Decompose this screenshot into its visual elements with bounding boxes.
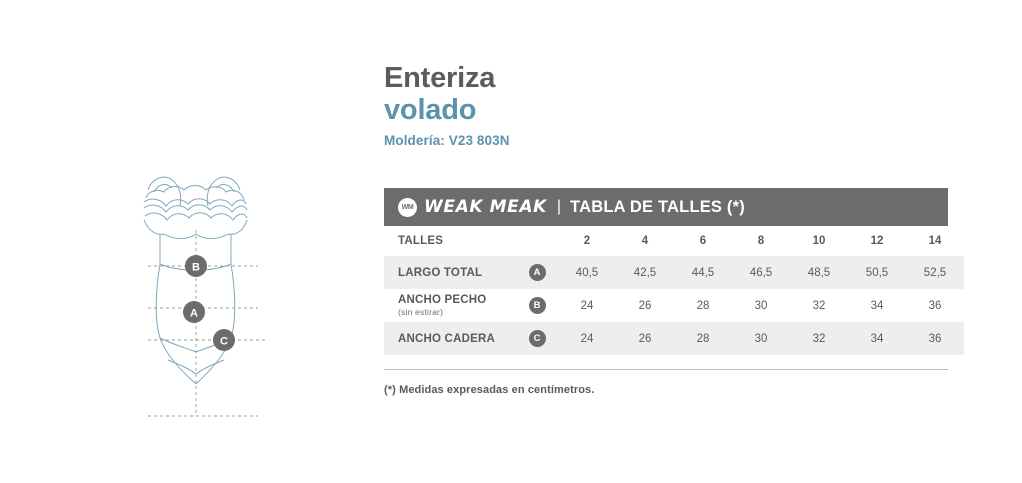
row-label-text: ANCHO PECHO [398,294,487,306]
column-header-size-0: 2 [583,235,591,247]
cell-ancho-cadera-8: 30 [732,322,790,355]
cell-largo-total-8: 46,5 [732,256,790,289]
cell-ancho-cadera-12: 34 [848,322,906,355]
row-label-ancho-cadera: ANCHO CADERA [384,322,516,355]
size-table-body [384,256,964,355]
cell-ancho-cadera-2: 24 [558,322,616,355]
cell-ancho-cadera-10: 32 [790,322,848,355]
column-header-size-5: 12 [870,235,884,247]
column-header-marker [516,226,558,256]
row-marker-c [516,322,558,355]
illustration-marker-b: B [192,261,200,274]
row-label-ancho-pecho [384,289,516,322]
table-header-bar [384,188,948,226]
cell-largo-total-10: 48,5 [790,256,848,289]
brand-name: WEAK MEAK [424,197,547,217]
cell-largo-total-6: 44,5 [674,256,732,289]
page-subtitle: volado [384,94,477,127]
row-marker-a [516,256,558,289]
cell-ancho-pecho-8: 30 [754,299,768,312]
size-table-head [384,226,964,256]
cell-ancho-pecho-4: 26 [638,299,652,312]
pattern-code: Moldería: V23 803N [384,132,510,148]
row-marker-b [516,289,558,322]
size-table [384,226,964,355]
garment-illustration [108,168,308,428]
illustration-marker-c: C [220,335,228,348]
column-header-size-6: 14 [928,235,942,247]
brand-logo-icon: WM [398,198,417,217]
cell-largo-total-2: 40,5 [558,256,616,289]
header-separator: | [556,198,562,215]
table-header-row [384,226,964,256]
column-header-size-2: 6 [699,235,707,247]
cell-ancho-cadera-14: 36 [906,322,964,355]
column-header-size-1: 4 [641,235,649,247]
marker-badge: C [529,330,546,347]
cell-ancho-pecho-2: 24 [580,299,594,312]
page-title: Enteriza [384,62,496,94]
cell-ancho-cadera-6: 28 [674,322,732,355]
cell-largo-total-12: 50,5 [848,256,906,289]
table-bottom-divider [384,369,948,370]
cell-largo-total-4: 42,5 [616,256,674,289]
marker-badge: B [529,297,546,314]
row-label-sublabel: (sin estirar) [398,307,444,317]
heading-block [384,62,948,148]
cell-ancho-pecho-6: 28 [696,299,710,312]
table-row [384,256,964,289]
table-row [384,322,964,355]
size-table-block [384,188,948,396]
cell-largo-total-14: 52,5 [906,256,964,289]
cell-ancho-pecho-14: 36 [928,299,942,312]
column-header-talles: TALLES [398,235,444,247]
cell-ancho-pecho-10: 32 [812,299,826,312]
cell-ancho-pecho-12: 34 [870,299,884,312]
column-header-size-3: 8 [757,235,765,247]
table-row [384,289,964,322]
column-header-size-4: 10 [812,235,826,247]
cell-ancho-cadera-4: 26 [616,322,674,355]
row-label-largo-total: LARGO TOTAL [384,256,516,289]
illustration-marker-a: A [190,307,198,320]
table-title: TABLA DE TALLES (*) [570,197,745,216]
table-footnote: (*) Medidas expresadas en centímetros. [384,384,595,396]
marker-badge: A [529,264,546,281]
